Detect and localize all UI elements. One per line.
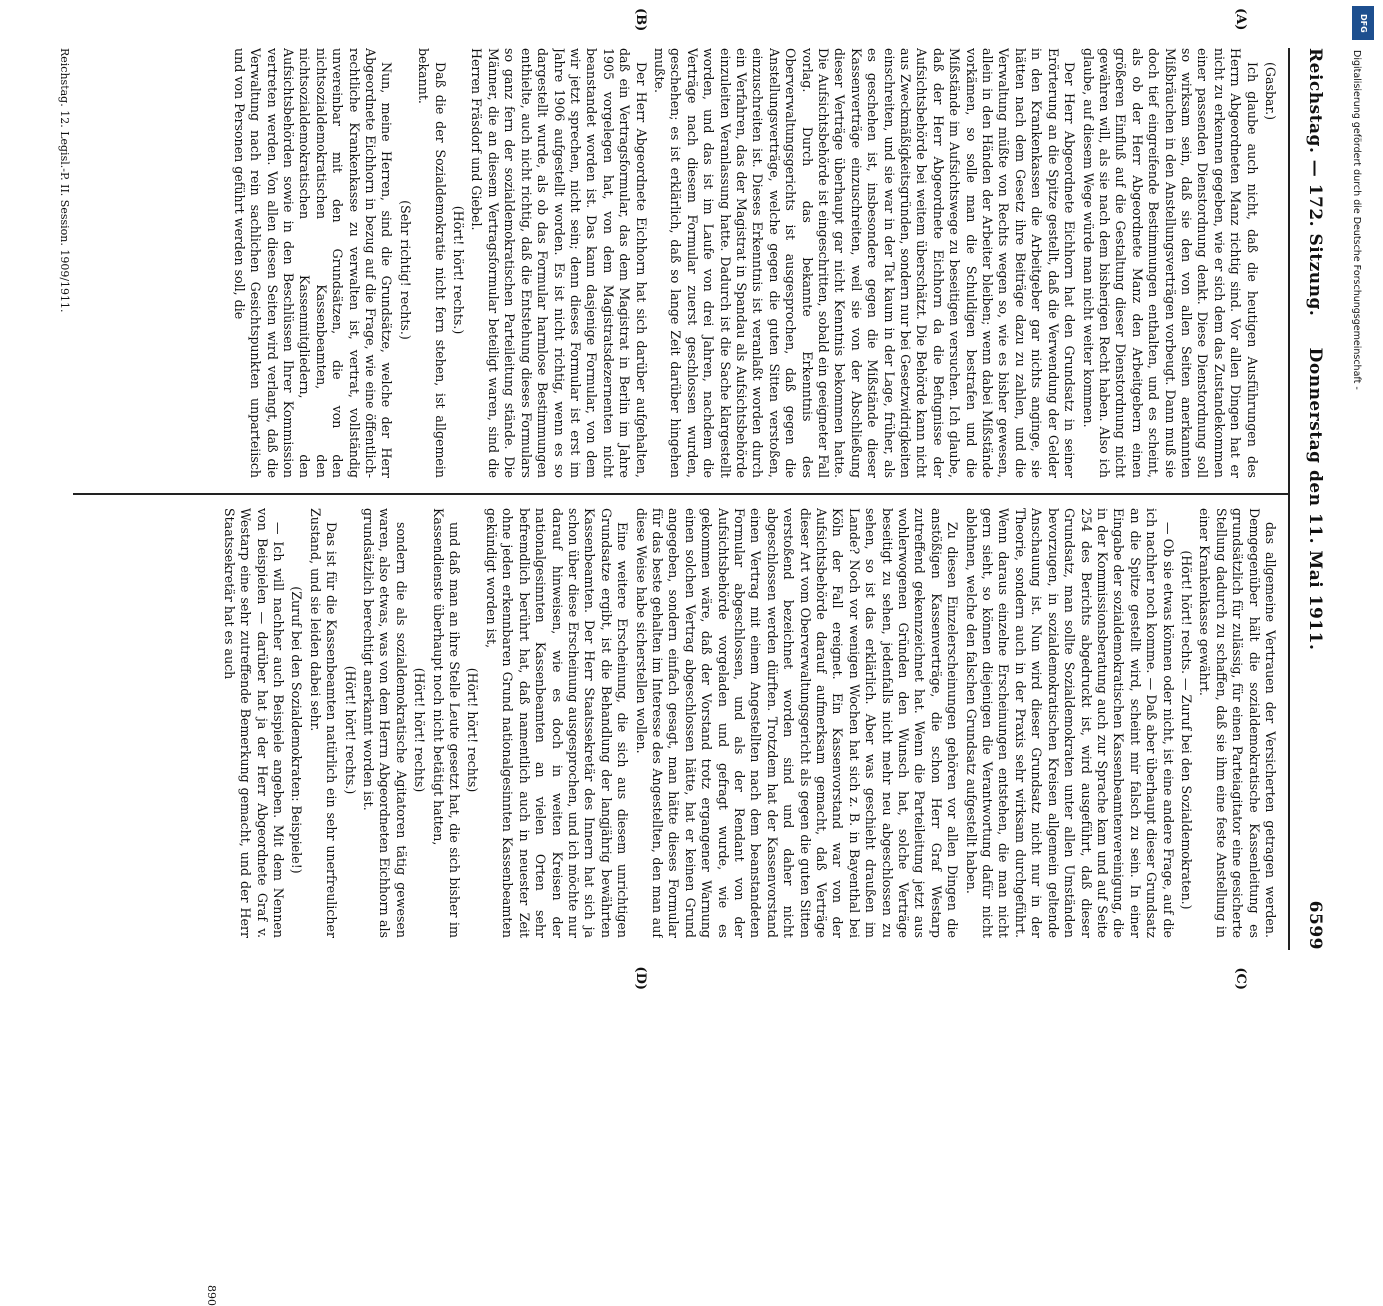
paragraph: das allgemeine Vertrauen der Versicherten getragen werden. Demgegenüber hält die sozialdemokratische Kassenleitung es grundsätzlich für zulässig, für einen Parteiagitator eine gesicherte Stellung dadurch zu schaffen, daß sie ihm eine feste Anstellung in einer Krankenkasse gewährt. [1197,508,1278,938]
interjection: (Sehr richtig! rechts.) [397,200,413,340]
paragraph: Der Herr Abgeordnete Eichhorn hat sich darüber aufgehalten, daß ein Vertragsformular, das dem Magistrat in Berlin im Jahre 1905 vorgelegen hat, von dem Magistratsdezernenten nicht beanstandet worden ist. Das kann dasjenige Formular, von dem wir jetzt sprechen, nicht sein; denn dieses Formular ist erst im Jahre 1906 aufgestellt worden. Es ist nicht richtig, wenn es so dargestellt wurde, als ob das Formular harmlose Bestimmungen enthielte, auch nicht richtig, daß die Entstehung dieses Formulars so ganz fern der sozialdemokratischen Parteileitung stände. Die Männer, die an diesem Vertragsformular beteiligt waren, sind die Herren Fräsdorf und Giebel. [469,48,649,478]
paragraph: Daß die der Sozialdemokratie nicht fern stehen, ist allgemein bekannt. [416,48,448,478]
margin-marker-c: (C) [1233,967,1248,990]
margin-marker-a: (A) [1233,8,1248,31]
paragraph: Das ist für die Kassenbeamten natürlich ein sehr unerfreulicher Zustand, und sie leiden dabei sehr. [307,508,340,938]
paragraph: Ich glaube auch nicht, daß die heutigen Ausführungen des Herrn Abgeordneten Manz richtig sind. Vor allen Dingen hat er nicht zu erkennen gegeben, wie er sich dem das Zustandekommen einer passenden Dienstordnung denkt. Diese Dienstordnung soll so wirksam sein, daß sie den von allen Seiten anerkannten Mißbräuchen in den Anstellungsverträgen vorbeugt. Dann muß sie doch tief eingreifende Bestimmungen enthalten, und es scheint, als ob der Herr Abgeordnete Manz den Arbeitgebern einen größeren Einfluß auf die Gestaltung dieser Dienstordnung nicht gewähren will, als sie nach dem bisherigen Recht haben. Also ich glaube, auf diesem Wege würde man nicht weiter kommen. [1080,48,1260,478]
paragraph: Zu diesen Einzelerscheinungen gehören vor allen Dingen die anstößigen Kassenverträge, die schon Herr Graf Westarp zutreffend gekennzeichnet hat. Wenn die Parteileitung jetzt aus wohlerwogenen Gründen den Wunsch hat, solche Verträge beseitigt zu sehen, jedenfalls nicht mehr neu abgeschlossen zu sehen, so ist das erklärlich. Aber was geschieht draußen im Lande? Noch vor wenigen Wochen hat sich z. B. in Bayenthal bei Köln der Fall ereignet. Ein Kassenvorstand war von der Aufsichtsbehörde darauf aufmerksam gemacht, daß Verträge dieser Art vom Oberverwaltungsgericht als gegen die guten Sitten verstoßend bezeichnet worden sind und daher nicht abgeschlossen werden dürften. Trotzdem hat der Kassenvorstand einen Vertrag mit einem Angestellten nach dem beanstandeten Formular abgeschlossen, und als der Rendant von der Aufsichtsbehörde vorgeladen und gefragt wurde, wie es gekommen wäre, daß der Vorstand trotz ergangener Warnung einen solchen Vertrag abgeschlossen hätte, hat er keinen Grund angegeben, sondern einfach gesagt, man hätte dieses Formular für das beste gehalten im Interesse des Angestellten, den man auf diese Weise habe sicherstellen wollen. [633,508,961,938]
page-number: 890 [205,1285,218,1306]
page-footer: Reichstag. 12. Legisl.-P. II. Session. 1909/1911. [58,48,71,313]
dfg-logo: DFG [1352,6,1374,40]
interjection: (Zuruf bei den Sozialdemokraten: Beispiele!) [289,586,305,874]
right-column [78,508,1278,938]
interjection: (Hört! hört! rechts.) [342,665,358,795]
paragraph: — Ich will nachher auch Beispiele angeben. Mit dem Nennen von Beispielen — darüber hat ja der Herr Abgeordnete Graf v. Westarp eine sehr zutreffende Bemerkung gemacht, und der Herr Staatssekretär hat es auch [221,508,287,938]
interjection: (Hört! hört! rechts.) [451,205,467,335]
header-rule [1288,48,1290,950]
interjection: (Hört! hört! rechts. — Zuruf bei den Sozialdemokraten.) [1178,550,1194,910]
left-column [78,48,1278,478]
interjection: (Hört! hört! rechts) [412,667,428,793]
interjection: (Hört! hört! rechts) [465,667,481,793]
text-columns [73,8,1288,990]
column-divider [73,493,1288,495]
digitization-note: Digitalisierung gefördert durch die Deutsche Forschungsgemeinschaft - [1351,50,1362,390]
margin-marker-d: (D) [633,966,648,990]
margin-marker-b: (B) [633,8,648,32]
header-left: Reichstag. — 172. Sitzung. [1305,48,1325,317]
paragraph: Der Herr Abgeordnete Eichhorn hat den Grundsatz in seiner Erörterung an die Spitze gestellt, daß die Verwendung der Gelder in den Krankenkassen die Arbeitgeber gar nichts anginge, sie hätten nach dem Gesetz ihre Beiträge dazu zu zahlen, und die Verwaltung müßte von Rechts wegen so, wie es bisher gewesen, allein in den Händen der Arbeiter bleiben; wenn dabei Mißstände vorkämen, so solle man die Schuldigen bestrafen und die Mißstände im Aufsichtswege zu beseitigen versuchen. Ich glaube, daß der Herr Abgeordnete Eichhorn da die Befugnisse der Aufsichtsbehörde bei weitem überschätzt. Die Behörde kann nicht aus Zweckmäßigkeitsgründen, sondern nur bei Gesetzwidrigkeiten einschreiten, und sie war in der Tat kaum in der Lage, früher, als es geschehen ist, insbesondere gegen die Mißstände dieser Kassenverträge einzuschreiten, weil sie von der Abschließung dieser Verträge überhaupt gar nicht Kenntnis bekommen hatte. Die Aufsichtsbehörde ist eingeschritten, sobald ein geeigneter Fall vorlag. Durch das bekannte Erkenntnis des Oberverwaltungsgerichts ist ausgesprochen, daß gegen die Anstellungsverträge, welche gegen die guten Sitten verstoßen, einzuschreiten ist. Dieses Erkenntnis ist veranlaßt worden durch ein Verfahren, das der Magistrat in Spandau als Aufsichtsbehörde einzuleiten Veranlassung hatte. Dadurch ist die Sache klargestellt worden, und das ist im Laufe von drei Jahren, nachdem die Verträge nach diesem Formular zuerst geschlossen wurden, geschehen; es ist erklärlich, daß so lange Zeit darüber hingehen mußte. [651,48,1078,478]
paragraph: Nun, meine Herren, sind die Grundsätze, welche der Herr Abgeordnete Eichhorn in bezug auf die Frage, wie eine öffentlich-rechtliche Krankenkasse zu verwalten ist, vertrat, vollständig unvereinbar mit den Grundsätzen, die von den nichtsozialdemokratischen Kassenbeamten, den nichtsozialdemokratischen Kassenmitgliedern, den Aufsichtsbehörden sowie in den Beschlüssen Ihrer Kommission vertreten werden. Von allen diesen Seiten wird verlangt, daß die Verwaltung nach rein sachlichen Gesichtspunkten unparteiisch und von Personen geführt werden soll, die [231,48,395,478]
paragraph: sondern die als sozialdemokratische Agitatoren tätig gewesen waren, also etwas, was von dem Herrn Abgeordneten Eichhorn als grundsätzlich berechtigt anerkannt worden ist. [361,508,409,938]
paragraph: (Gasbar.) [1263,62,1278,121]
header-right: 6599 [1305,900,1325,950]
paragraph: Eine weitere Erscheinung, die sich aus diesem unrichtigen Grundsatze ergibt, ist die Behandlung der langjährig bewährten Kassenbeamten. Der Herr Staatssekretär des Innern hat sich ja schon über diese Erscheinung ausgesprochen, und ich möchte nur darauf hinweisen, wie es doch in weiten Kreisen der nationalgesinnten Kassenbeamten an vielen Orten sehr befremdlich berührt hat, daß namentlich auch in neuester Zeit ohne jeden erkennbaren Grund nationalgesinnten Kassenbeamten gekündigt worden ist, [483,508,631,938]
header-center: Donnerstag den 11. Mai 1911. [1305,347,1325,651]
paragraph: und daß man an ihre Stelle Leute gesetzt hat, die sich bisher im Kassendienste überhaupt noch nicht betätigt hatten, [430,508,463,938]
page-header [1289,48,1349,950]
paragraph: — Ob sie etwas können oder nicht, ist eine andere Frage, auf die ich nachher noch komme. — Daß aber überhaupt dieser Grundsatz an die Spitze gestellt wird, scheint mir falsch zu sein. In einer Eingabe der sozialdemokratischen Kassenbeamtenvereinigung, die in der Kommissionsberatung auch zur Sprache kam und auf Seite 254 des Berichts abgedruckt ist, wird ausgeführt, daß dieser Grundsatz, man sollte Sozialdemokraten unter allen Umständen bevorzugen, in sozialdemokratischen Kreisen allgemein geltende Anschauung ist. Nun wird dieser Grundsatz nicht nur in der Theorie, sondern auch in der Praxis sehr wirksam durchgeführt. Wenn daraus einzelne Erscheinungen entstehen, die man nicht gern sieht, so können diejenigen die Verantwortung dafür nicht ablehnen, welche den falschen Grundsatz aufgestellt haben. [963,508,1176,938]
